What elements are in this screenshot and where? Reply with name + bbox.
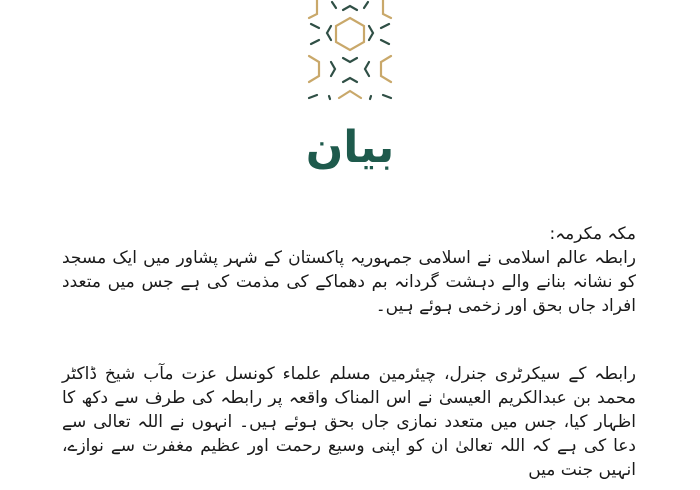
document-title: بیان — [305, 122, 395, 173]
paragraph-1: رابطہ عالم اسلامی نے اسلامی جمہوریہ پاکستان کے شہر پشاور میں ایک مسجد کو نشانہ بنانے والے دہشت گردانہ بم دھماکے کی مذمت کی ہے جس میں متعدد افراد جاں بحق اور زخمی ہوئے ہیں۔ — [62, 248, 636, 316]
geometric-hexagon-icon — [305, 0, 395, 105]
logo-emblem — [305, 0, 395, 105]
dateline: مکہ مکرمہ: — [549, 224, 636, 244]
document-body — [62, 222, 636, 482]
paragraph-2: رابطہ کے سیکرٹری جنرل، چیئرمین مسلم علماء کونسل عزت مآب شیخ ڈاکٹر محمد بن عبدالکریم العیسیٰ نے اس المناک واقعہ پر رابطہ کی طرف سے دکھ کا اظہار کیا، جس میں متعدد نمازی جاں بحق ہوئے ہیں۔ انہوں نے اللہ تعالی سے دعا کی ہے کہ اللہ تعالیٰ ان کو اپنی وسیع رحمت اور عظیم مغفرت سے نوازے، انہیں جنت میں — [62, 364, 636, 480]
